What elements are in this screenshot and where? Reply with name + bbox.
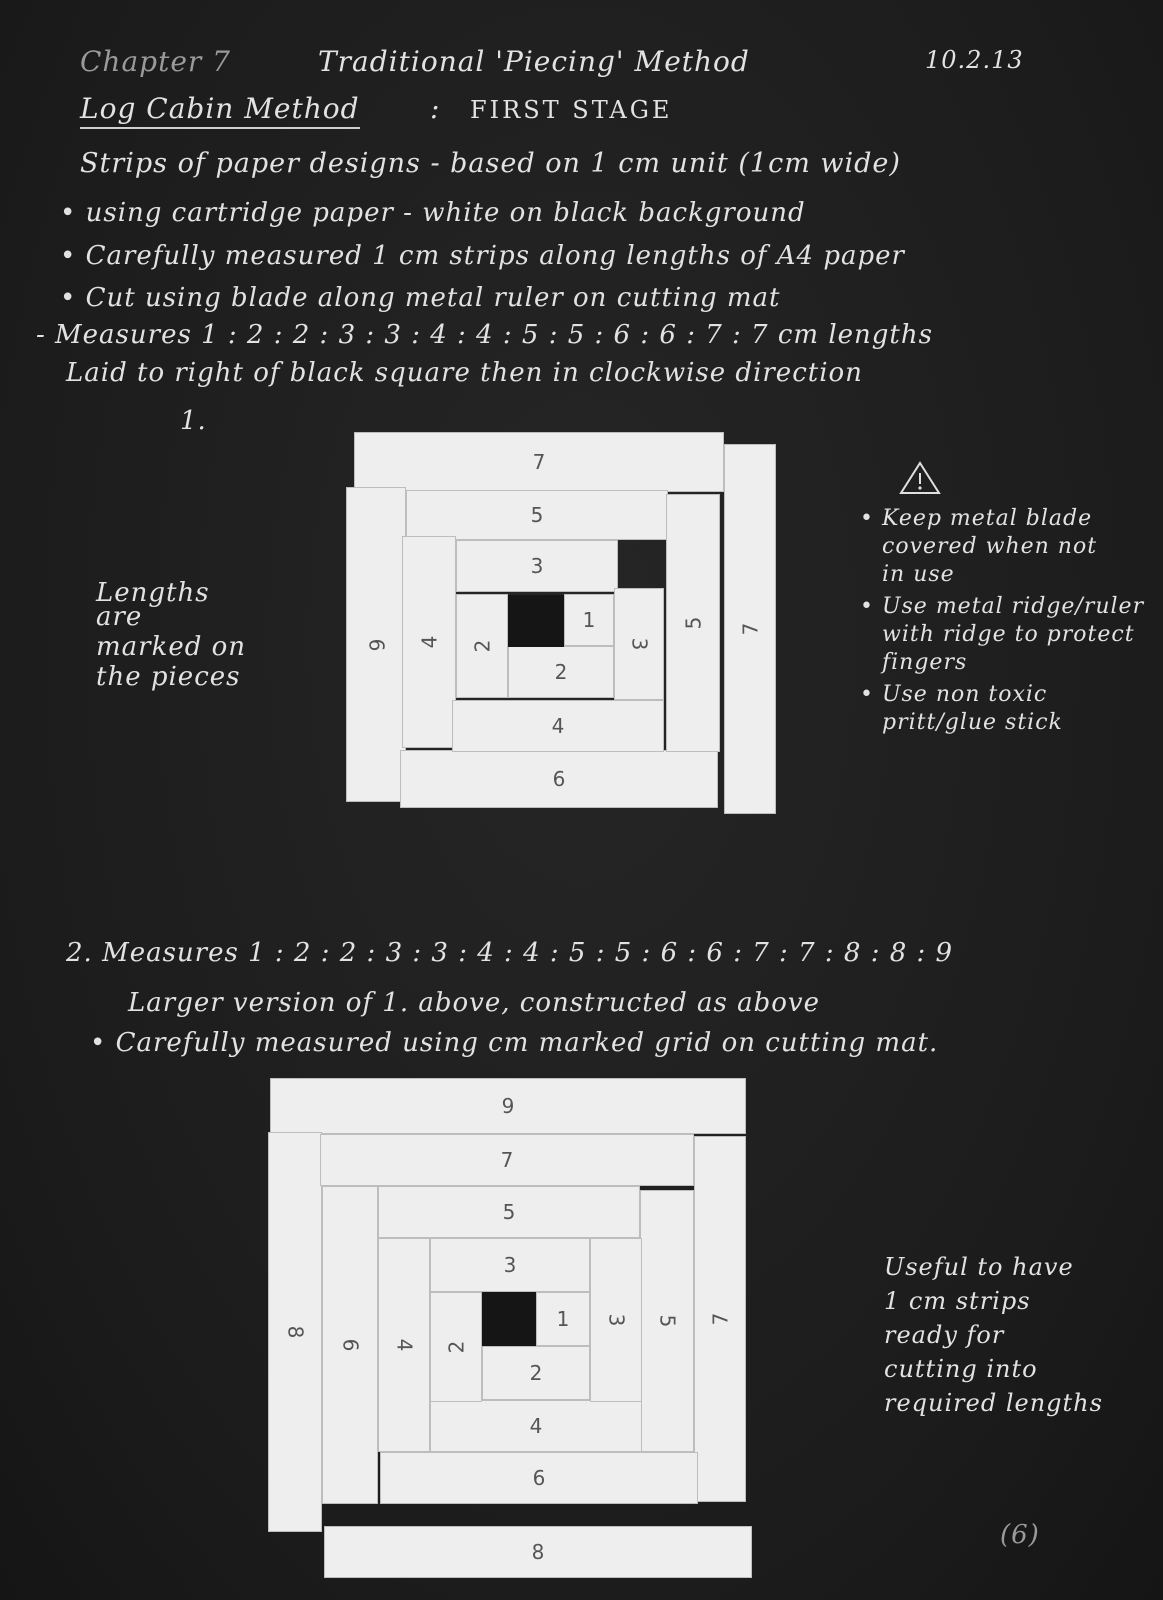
- note-line: cutting into: [884, 1355, 1038, 1383]
- useful-strips-note: [884, 1250, 1103, 1420]
- safety-line: fingers: [882, 650, 968, 675]
- warning-triangle-icon: [898, 460, 942, 496]
- strip-7-top: 7: [354, 432, 724, 492]
- safety-line: pritt/glue stick: [882, 710, 1063, 735]
- note-line: are: [96, 602, 143, 632]
- strip-2-left: 2: [456, 594, 508, 698]
- strip-6-bottom: 6: [380, 1452, 698, 1504]
- safety-notes: [860, 505, 1144, 737]
- chapter-label: Chapter 7: [80, 45, 231, 78]
- note-line: 1 cm strips: [884, 1287, 1031, 1315]
- note-line: ready for: [884, 1321, 1005, 1349]
- note-line: the pieces: [96, 662, 241, 692]
- strip-7-right: 7: [724, 444, 776, 814]
- note-line: Useful to have: [884, 1253, 1074, 1281]
- subtitle-colon: :: [430, 92, 441, 125]
- safety-line: • Use non toxic: [860, 682, 1048, 707]
- measures-line-1: - Measures 1 : 2 : 2 : 3 : 3 : 4 : 4 : 5 : 5 : 6 : 6 : 7 : 7 cm lengths: [36, 320, 933, 350]
- strip-4-bottom: 4: [430, 1400, 642, 1452]
- safety-line: • Use metal ridge/ruler: [860, 594, 1145, 619]
- strip-8-bottom: 8: [324, 1526, 752, 1578]
- page-title: Traditional 'Piecing' Method: [318, 45, 750, 78]
- strip-2-bottom: 2: [482, 1346, 590, 1400]
- strip-9-top: 9: [270, 1078, 746, 1134]
- strip-3-right: 3: [614, 588, 664, 700]
- black-centre-square: [508, 595, 564, 647]
- stage-label: FIRST STAGE: [470, 96, 673, 124]
- safety-line: in use: [882, 562, 955, 587]
- strip-5-top: 5: [406, 490, 668, 540]
- strip-6-left: 6: [322, 1186, 378, 1504]
- figure-1-label: 1.: [180, 406, 207, 436]
- strip-8-left: 8: [268, 1132, 322, 1532]
- log-cabin-block-1: [346, 432, 778, 814]
- strip-5-right: 5: [666, 494, 720, 752]
- note-line: Lengths: [96, 578, 210, 608]
- lengths-note: [96, 578, 246, 692]
- strip-2-left: 2: [430, 1292, 482, 1402]
- strip-5-right: 5: [640, 1190, 694, 1452]
- black-centre-square: [482, 1292, 536, 1346]
- intro-bullet-1: • using cartridge paper - white on black background: [60, 198, 806, 228]
- subtitle: Log Cabin Method: [80, 95, 360, 129]
- intro-bullet-3: • Cut using blade along metal ruler on cutting mat: [60, 283, 781, 313]
- strip-5-top: 5: [378, 1186, 640, 1238]
- strip-4-left: 4: [402, 536, 456, 748]
- strip-4-bottom: 4: [452, 700, 664, 752]
- safety-line: covered when not: [882, 534, 1098, 559]
- page-number: (6): [1000, 1520, 1040, 1550]
- note-line: marked on: [96, 632, 247, 662]
- note-line: required lengths: [884, 1389, 1103, 1417]
- strip-6-bottom: 6: [400, 750, 718, 808]
- strip-1: 1: [536, 1292, 590, 1346]
- strip-1: 1: [564, 594, 614, 646]
- section-2-bullet: • Carefully measured using cm marked grid on cutting mat.: [90, 1028, 939, 1058]
- log-cabin-block-2: [268, 1078, 754, 1578]
- safety-line: • Keep metal blade: [860, 506, 1093, 531]
- strip-3-top: 3: [430, 1238, 590, 1292]
- measures-line-2: 2. Measures 1 : 2 : 2 : 3 : 3 : 4 : 4 : 5 : 5 : 6 : 6 : 7 : 7 : 8 : 8 : 9: [66, 938, 954, 968]
- strip-7-top: 7: [320, 1134, 694, 1186]
- strip-2-bottom: 2: [508, 646, 614, 698]
- strip-3-top: 3: [456, 540, 618, 592]
- intro-line: Strips of paper designs - based on 1 cm unit (1cm wide): [80, 148, 901, 179]
- larger-version-note: Larger version of 1. above, constructed as above: [128, 988, 820, 1018]
- strip-3-right: 3: [590, 1238, 642, 1402]
- strip-4-left: 4: [378, 1238, 430, 1452]
- laid-instruction: Laid to right of black square then in clockwise direction: [66, 358, 863, 388]
- strip-7-right: 7: [694, 1136, 746, 1502]
- date: 10.2.13: [925, 46, 1024, 74]
- strip-6-left: 6: [346, 487, 406, 802]
- intro-bullet-2: • Carefully measured 1 cm strips along lengths of A4 paper: [60, 241, 905, 271]
- safety-line: with ridge to protect: [882, 622, 1135, 647]
